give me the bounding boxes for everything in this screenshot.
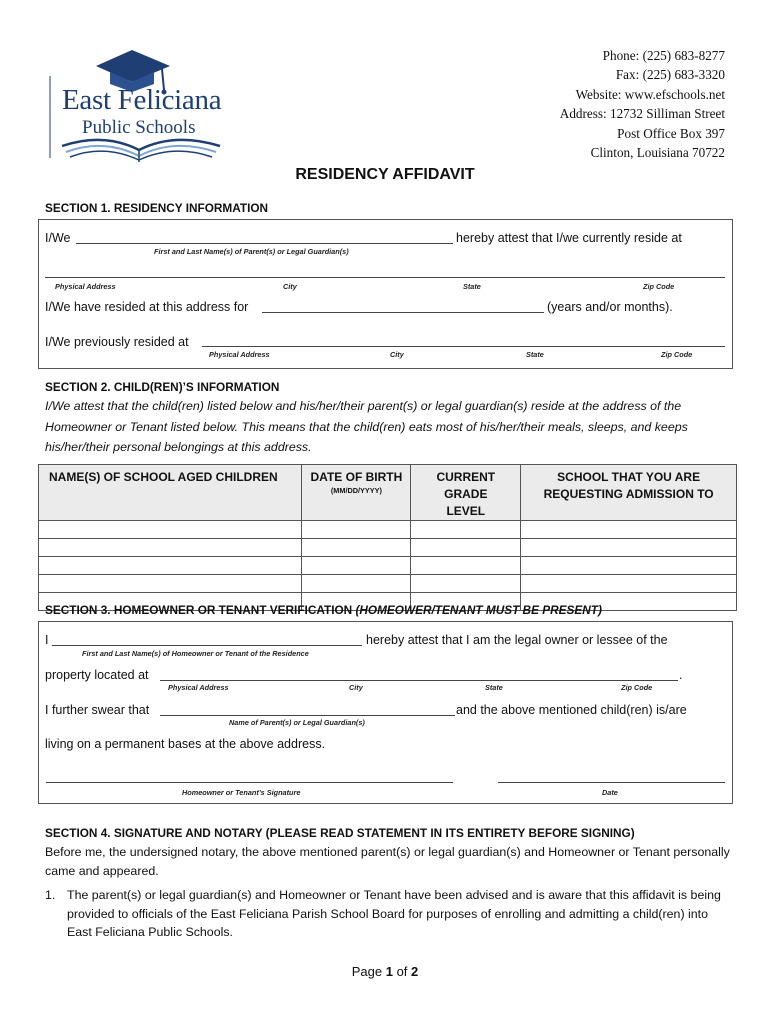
property-address-field[interactable] (160, 680, 678, 681)
city-caption: City (283, 282, 297, 291)
prev-city-caption: City (390, 350, 404, 359)
section1-title: SECTION 1. RESIDENCY INFORMATION (45, 201, 269, 215)
prop-city-caption: City (349, 683, 363, 692)
prop-physical-caption: Physical Address (168, 683, 229, 692)
contact-block (560, 46, 725, 162)
child-name-cell[interactable] (39, 539, 302, 557)
school-cell[interactable] (521, 521, 737, 539)
resided-prefix: I/We have resided at this address for (45, 300, 249, 314)
owner-attest-text: hereby attest that I am the legal owner or lessee of the (366, 633, 668, 647)
state-caption: State (463, 282, 481, 291)
section4-title: SECTION 4. SIGNATURE AND NOTARY (PLEASE READ STATEMENT IN ITS ENTIRETY BEFORE SIGNING) (45, 826, 635, 840)
residence-duration-field[interactable] (262, 312, 544, 313)
school-cell[interactable] (521, 539, 737, 557)
swear-suffix: and the above mentioned child(ren) is/are (456, 703, 687, 717)
grade-cell[interactable] (411, 575, 521, 593)
city-state: Clinton, Louisiana 70722 (590, 145, 725, 161)
col-header-grade: CURRENT GRADE LEVEL (411, 465, 521, 521)
owner-name-caption: First and Last Name(s) of Homeowner or Tenant of the Residence (82, 649, 309, 658)
table-row (39, 557, 737, 575)
iwe-label: I/We (45, 231, 71, 245)
total-pages: 2 (411, 964, 419, 979)
current-page: 1 (385, 964, 393, 979)
street-address: Address: 12732 Silliman Street (559, 106, 725, 122)
grade-cell[interactable] (411, 557, 521, 575)
prev-zip-caption: Zip Code (661, 350, 693, 359)
dob-cell[interactable] (302, 557, 411, 575)
dob-cell[interactable] (302, 521, 411, 539)
prop-zip-caption: Zip Code (621, 683, 653, 692)
list-item-text: The parent(s) or legal guardian(s) and Homeowner or Tenant have been advised and is aware that this affidavit is being provided to officials of the East Feliciana Parish School Board for purposes of enrolling and admitting a child(ren) into East Feliciana Public Schools. (67, 888, 721, 939)
section3-title-note: (HOMEOWER/TENANT MUST BE PRESENT) (355, 603, 602, 617)
owner-date-field[interactable] (498, 782, 725, 783)
po-box: Post Office Box 397 (617, 125, 725, 141)
section3-title (45, 603, 602, 617)
website: Website: www.efschools.net (575, 86, 725, 102)
i-label: I (45, 633, 49, 647)
logo-name-line2: Public Schools (82, 117, 196, 138)
property-period: . (679, 668, 683, 682)
school-cell[interactable] (521, 575, 737, 593)
signature-caption: Homeowner or Tenant’s Signature (182, 788, 301, 797)
grade-cell[interactable] (411, 521, 521, 539)
attest-text: hereby attest that I/we currently reside at (456, 231, 682, 245)
grade-cell[interactable] (411, 539, 521, 557)
list-item-number: 1. (45, 888, 56, 902)
section3-title-main: SECTION 3. HOMEOWNER OR TENANT VERIFICATION (45, 603, 353, 617)
list-item (45, 886, 735, 946)
col-header-dob (302, 465, 411, 521)
parent-names-field[interactable] (160, 715, 455, 716)
child-name-cell[interactable] (39, 521, 302, 539)
current-address-field[interactable] (45, 277, 725, 278)
phone: Phone: (225) 683-8277 (602, 48, 725, 63)
dob-cell[interactable] (302, 575, 411, 593)
prev-state-caption: State (526, 350, 544, 359)
guardian-names-caption: First and Last Name(s) of Parent(s) or Legal Guardian(s) (154, 247, 349, 256)
table-row (39, 575, 737, 593)
fax: Fax: (225) 683-3320 (615, 67, 725, 83)
zip-caption: Zip Code (643, 282, 675, 291)
parent-names-caption: Name of Parent(s) or Legal Guardian(s) (229, 718, 365, 727)
living-text: living on a permanent bases at the above address. (45, 737, 326, 751)
child-name-cell[interactable] (39, 575, 302, 593)
owner-name-field[interactable] (52, 645, 362, 646)
child-name-cell[interactable] (39, 557, 302, 575)
col-header-dob-format: (MM/DD/YYYY) (330, 486, 382, 495)
table-row (39, 539, 737, 557)
table-header-row (39, 465, 737, 521)
page-title: RESIDENCY AFFIDAVIT (295, 166, 475, 183)
school-cell[interactable] (521, 557, 737, 575)
children-table (38, 464, 737, 611)
resided-suffix: (years and/or months). (547, 300, 673, 314)
col-header-dob-label: DATE OF BIRTH (310, 470, 403, 484)
logo-name-line1: East Feliciana (62, 84, 222, 116)
col-header-school: SCHOOL THAT YOU ARE REQUESTING ADMISSION TO (521, 465, 737, 521)
physical-address-caption: Physical Address (55, 282, 116, 291)
page-label: Page (351, 964, 383, 979)
guardian-names-field[interactable] (76, 243, 453, 244)
section2-title: SECTION 2. CHILD(REN)’S INFORMATION (45, 380, 280, 394)
previous-label: I/We previously resided at (45, 335, 189, 349)
date-caption: Date (602, 788, 618, 797)
owner-signature-field[interactable] (46, 782, 453, 783)
dob-cell[interactable] (302, 539, 411, 557)
swear-prefix: I further swear that (45, 703, 150, 717)
col-header-name: NAME(S) OF SCHOOL AGED CHILDREN (39, 465, 302, 521)
previous-address-field[interactable] (202, 346, 725, 347)
prev-physical-caption: Physical Address (209, 350, 270, 359)
property-label: property located at (45, 668, 149, 682)
prop-state-caption: State (485, 683, 503, 692)
of-label: of (396, 964, 408, 979)
table-row (39, 521, 737, 539)
page-number (0, 964, 770, 979)
section2-statement: I/We attest that the child(ren) listed below and his/her/their parent(s) or legal guardian(s) reside at the address of the Homeowner or Tenant listed below. This means that the child(ren) eats most of his/her/their meals, sleeps, and keeps his/her/their personal belongings at this address. (45, 399, 688, 454)
section4-intro: Before me, the undersigned notary, the above mentioned parent(s) or legal guardian(s) and Homeowner or Tenant personally came and appeared. (45, 845, 730, 878)
